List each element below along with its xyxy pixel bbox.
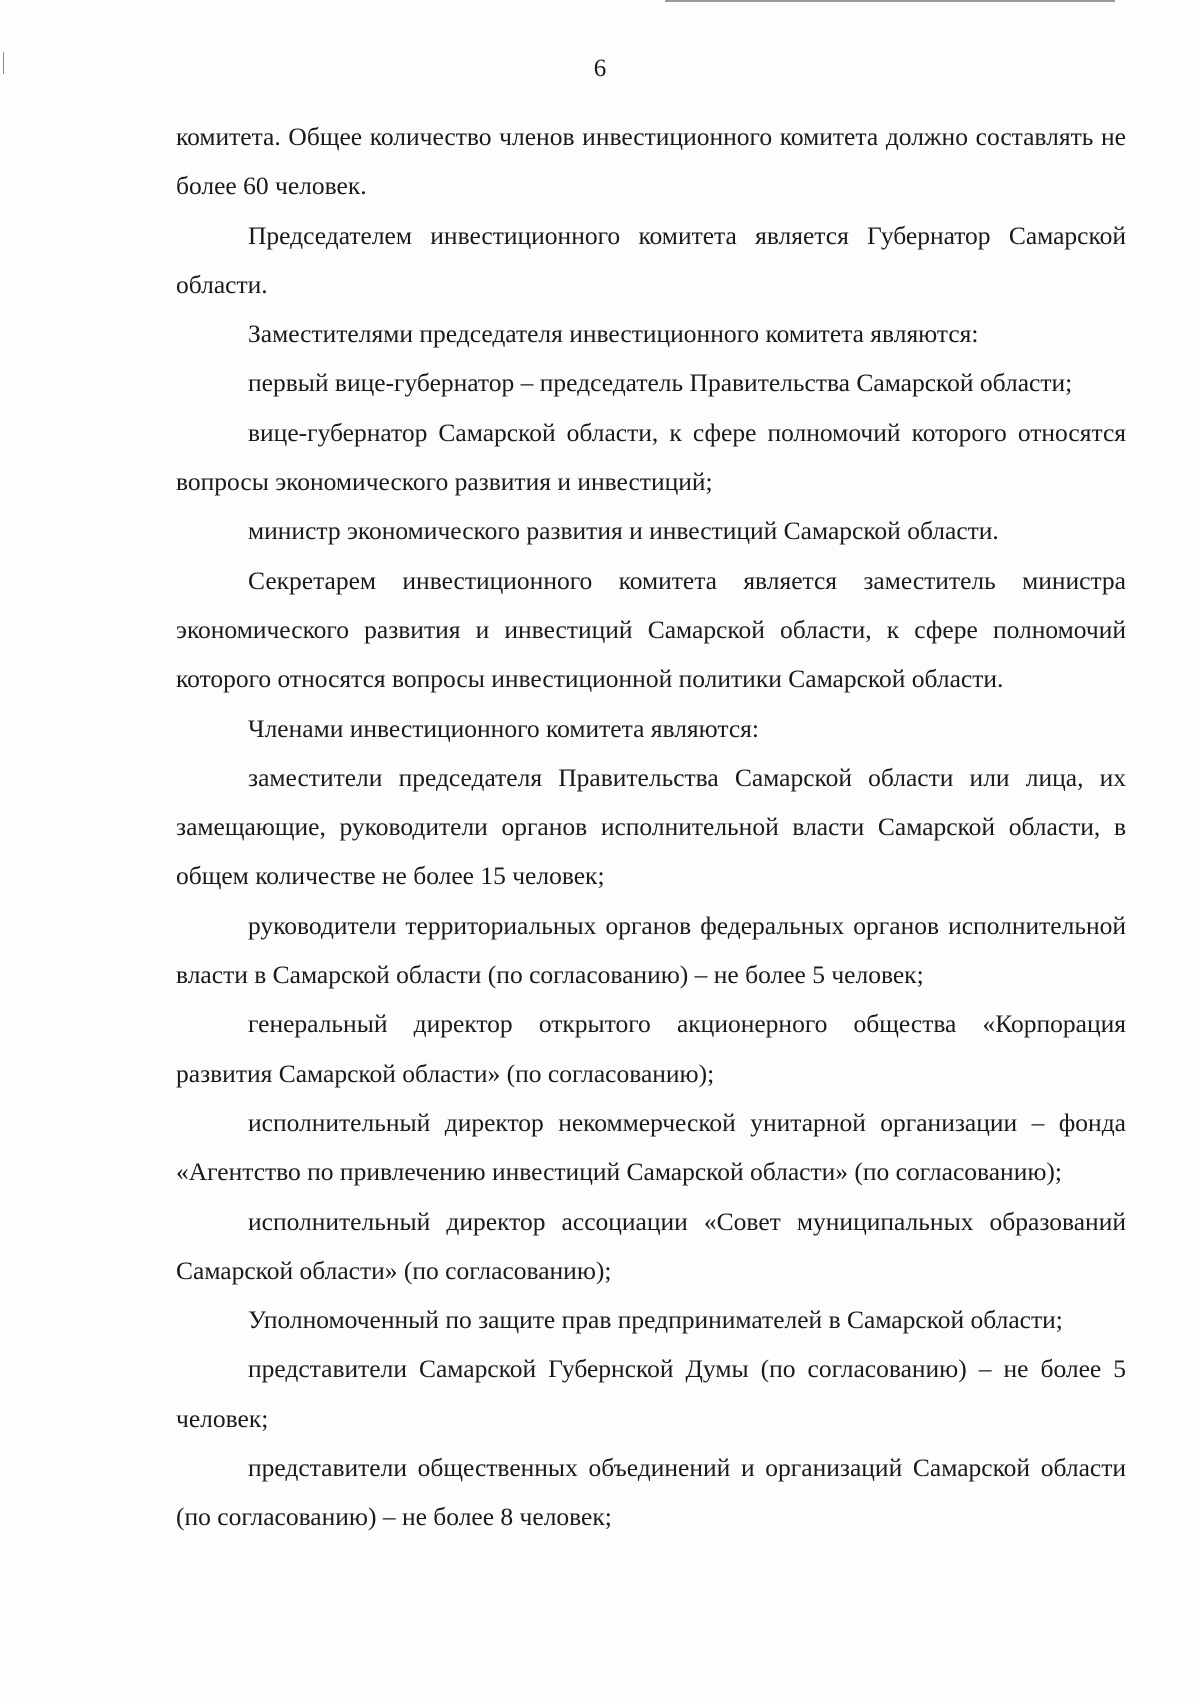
paragraph: заместители председателя Правительства Самарской области или лица, их замещающие, руководители органов исполнительной власти Самарской области, в общем количестве не более 15 человек; [176, 762, 1126, 891]
paragraph: исполнительный директор ассоциации «Совет муниципальных образований Самарской области» (по согласованию); [176, 1206, 1126, 1285]
paragraph: представители общественных объединений и организаций Самарской области (по согласованию) – не более 8 человек; [176, 1453, 1126, 1532]
paragraph: вице-губернатор Самарской области, к сфере полномочий которого относятся вопросы экономического развития и инвестиций; [176, 417, 1126, 497]
paragraph: генеральный директор открытого акционерного общества «Корпорация развития Самарской области» (по согласованию); [176, 1009, 1126, 1088]
scan-artifact-line [665, 0, 1115, 2]
paragraph: Членами инвестиционного комитета являются: [248, 713, 759, 743]
page-number: 6 [593, 55, 607, 82]
paragraph: комитета. Общее количество членов инвестиционного комитета должно составлять не более 60 человек. [176, 122, 1126, 201]
paragraph: первый вице-губернатор – председатель Правительства Самарской области; [248, 368, 1073, 398]
paragraph: Уполномоченный по защите прав предпринимателей в Самарской области; [248, 1305, 1063, 1335]
paragraph: представители Самарской Губернской Думы (по согласованию) – не более 5 человек; [176, 1354, 1126, 1433]
paragraph: Заместителями председателя инвестиционного комитета являются: [248, 319, 979, 349]
paragraph: руководители территориальных органов федеральных органов исполнительной власти в Самарской области (по согласованию) – не более 5 человек; [176, 910, 1126, 990]
paragraph: исполнительный директор некоммерческой унитарной организации – фонда «Агентство по привлечению инвестиций Самарской области» (по согласованию); [176, 1107, 1126, 1187]
paragraph: министр экономического развития и инвестиций Самарской области. [248, 516, 999, 546]
paragraph: Председателем инвестиционного комитета является Губернатор Самарской области. [176, 220, 1126, 299]
document-body [176, 112, 1126, 1542]
paragraph: Секретарем инвестиционного комитета является заместитель министра экономического развития и инвестиций Самарской области, к сфере полномочий которого относятся вопросы инвестиционной политики Самарской области. [176, 565, 1126, 694]
